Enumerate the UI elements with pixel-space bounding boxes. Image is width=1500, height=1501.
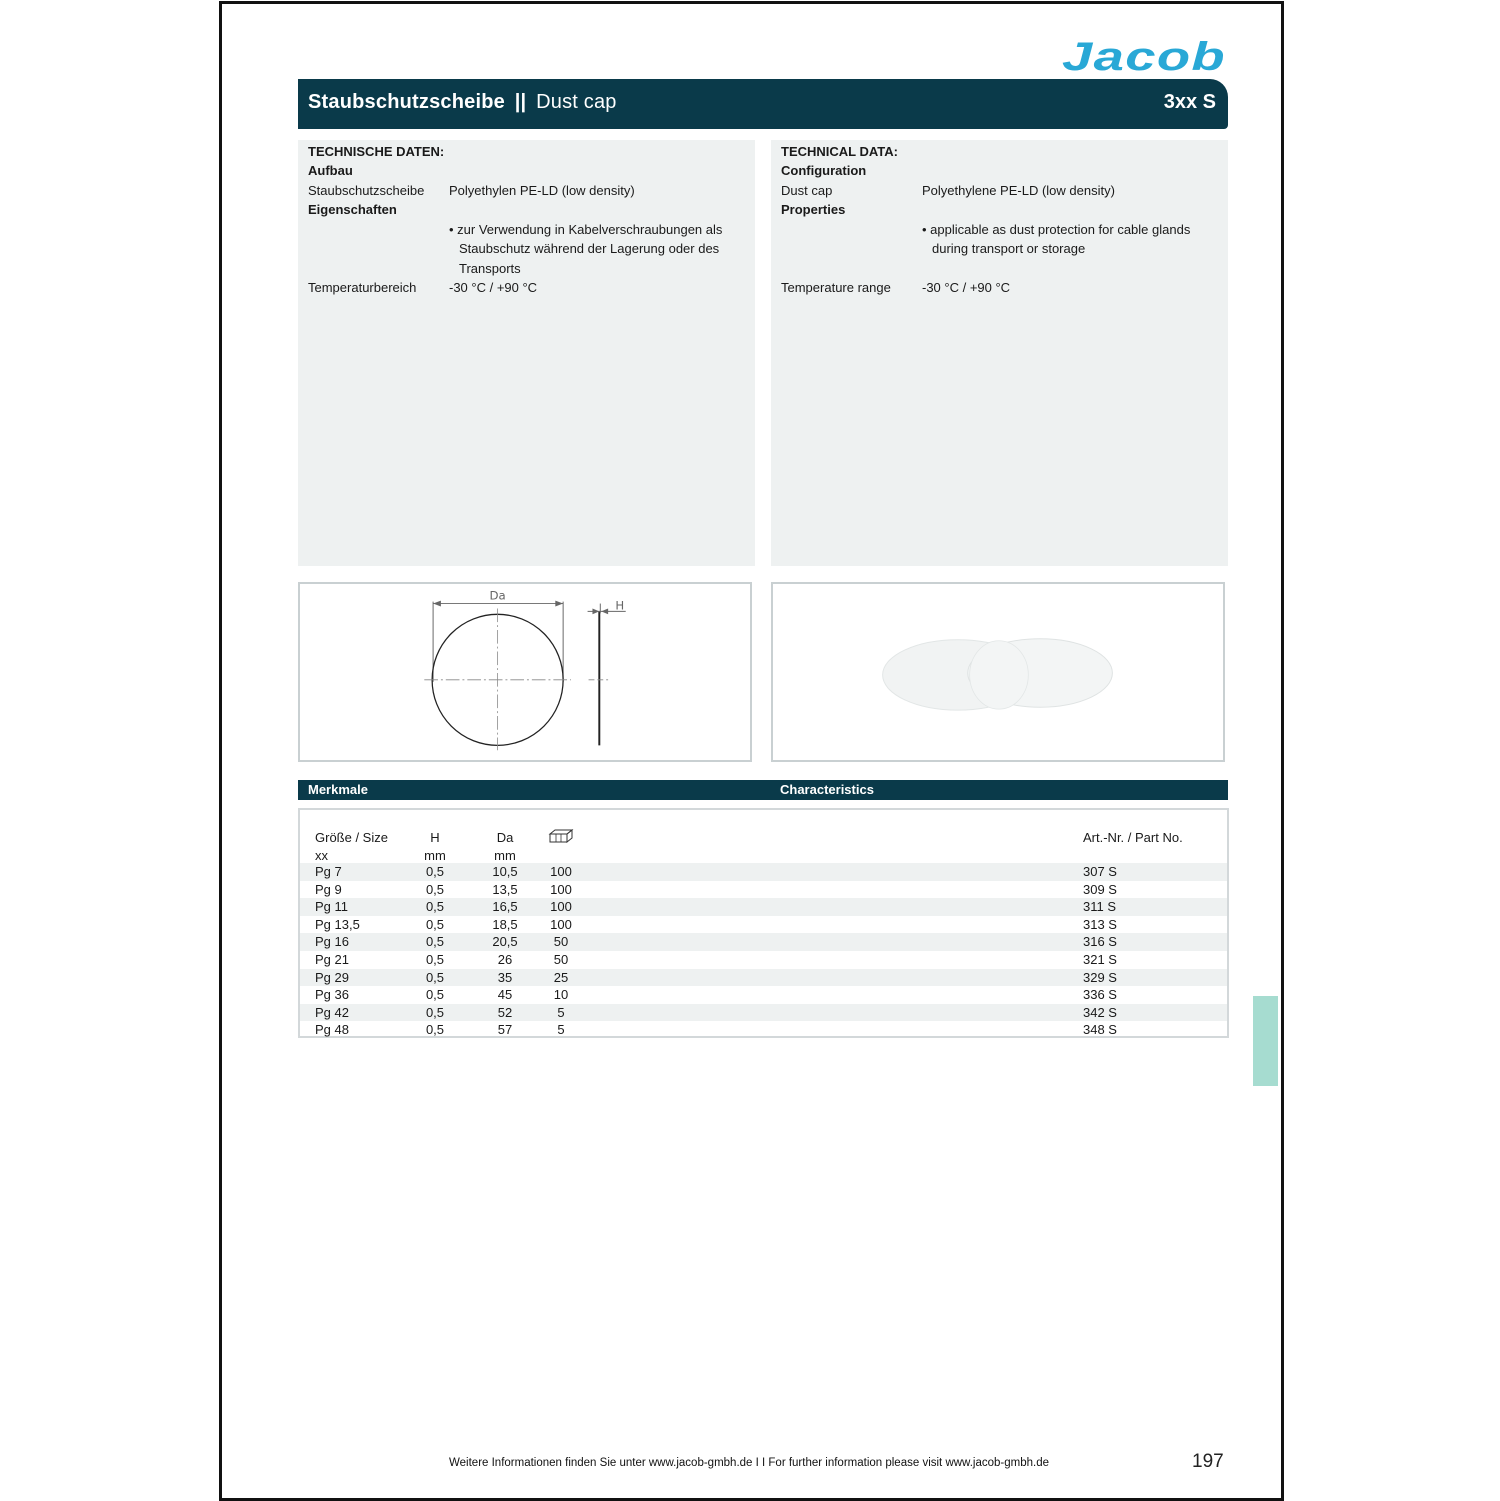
header-size-unit: xx <box>315 848 328 863</box>
section-eigenschaften: Eigenschaften <box>308 202 397 217</box>
section-side-tab <box>1253 996 1278 1086</box>
cell-art-no: 342 S <box>1083 1004 1117 1020</box>
cell-art-no: 309 S <box>1083 881 1117 897</box>
bullet-line-en-2: during transport or storage <box>932 241 1086 256</box>
cell-size: Pg 36 <box>315 987 349 1003</box>
value-material-de: Polyethylen PE-LD (low density) <box>449 183 635 198</box>
da-dimension-label: Da <box>489 588 506 603</box>
label-staubschutzscheibe: Staubschutzscheibe <box>308 183 425 198</box>
table-row <box>300 1004 1227 1022</box>
cell-pack: 100 <box>550 881 572 897</box>
table-row <box>300 986 1227 1004</box>
tech-data-panel-en <box>771 140 1228 566</box>
title-en: Dust cap <box>536 91 617 113</box>
label-dust-cap: Dust cap <box>781 183 833 198</box>
cell-h: 0,5 <box>425 899 445 915</box>
cell-h: 0,5 <box>425 951 445 967</box>
title-bar <box>298 79 1228 129</box>
cell-art-no: 329 S <box>1083 969 1117 985</box>
cell-size: Pg 9 <box>315 881 342 897</box>
cell-da: 26 <box>497 951 513 967</box>
cell-art-no: 311 S <box>1083 899 1117 915</box>
cell-h: 0,5 <box>425 934 445 950</box>
label-temperature-de: Temperaturbereich <box>308 280 417 295</box>
title-separator: || <box>514 91 527 113</box>
cell-art-no: 307 S <box>1083 864 1117 879</box>
cell-size: Pg 7 <box>315 864 342 879</box>
cell-pack: 100 <box>550 899 572 915</box>
value-temperature-en: -30 °C / +90 °C <box>922 280 1011 295</box>
header-h-unit: mm <box>424 848 446 863</box>
characteristics-bar <box>298 780 1228 800</box>
cell-pack: 50 <box>553 951 569 967</box>
cell-art-no: 321 S <box>1083 951 1117 967</box>
cell-size: Pg 11 <box>315 899 349 915</box>
svg-text:Jacob: Jacob <box>1062 35 1226 78</box>
cell-h: 0,5 <box>425 987 445 1003</box>
section-characteristics: Characteristics <box>780 782 874 797</box>
header-da-unit: mm <box>494 848 516 863</box>
table-body <box>300 863 1227 1039</box>
cell-size: Pg 42 <box>315 1004 349 1020</box>
value-temperature-de: -30 °C / +90 °C <box>449 280 538 295</box>
package-icon <box>536 828 586 847</box>
cell-da: 10,5 <box>492 864 518 879</box>
table-row <box>300 863 1227 881</box>
tech-data-panel-de <box>298 140 755 566</box>
jacob-logo <box>1060 34 1230 78</box>
cell-da: 35 <box>497 969 513 985</box>
table-row <box>300 969 1227 987</box>
cell-da: 57 <box>497 1022 513 1038</box>
bullet-line-de-3: Transports <box>459 261 521 276</box>
cell-da: 13,5 <box>492 881 518 897</box>
cell-h: 0,5 <box>425 864 445 879</box>
cell-pack: 100 <box>550 916 572 932</box>
cell-pack: 100 <box>550 864 572 879</box>
cell-h: 0,5 <box>425 969 445 985</box>
section-properties: Properties <box>781 202 846 217</box>
header-size: Größe / Size <box>315 830 388 845</box>
cell-da: 16,5 <box>492 899 518 915</box>
cell-pack: 25 <box>553 969 569 985</box>
cell-h: 0,5 <box>425 881 445 897</box>
characteristics-table <box>298 808 1229 1038</box>
cell-pack: 5 <box>557 1022 565 1038</box>
table-row <box>300 881 1227 899</box>
cell-art-no: 313 S <box>1083 916 1117 932</box>
product-code: 3xx S <box>1163 91 1216 113</box>
table-row <box>300 1021 1227 1039</box>
tech-heading-en: TECHNICAL DATA: <box>781 144 898 159</box>
table-row <box>300 933 1227 951</box>
cell-da: 20,5 <box>492 934 518 950</box>
cell-art-no: 316 S <box>1083 934 1117 950</box>
cell-size: Pg 16 <box>315 934 349 950</box>
page-number: 197 <box>1192 1451 1224 1472</box>
bullet-line-de-2: Staubschutz während der Lagerung oder des <box>459 241 720 256</box>
table-row <box>300 951 1227 969</box>
technical-drawing <box>298 582 752 762</box>
header-art-no: Art.-Nr. / Part No. <box>1083 830 1183 845</box>
section-merkmale: Merkmale <box>308 782 368 797</box>
cell-h: 0,5 <box>425 916 445 932</box>
table-row <box>300 916 1227 934</box>
tech-heading-de: TECHNISCHE DATEN: <box>308 144 445 159</box>
cell-da: 52 <box>497 1004 513 1020</box>
header-h: H <box>430 830 440 845</box>
bullet-line-en-1: • applicable as dust protection for cable glands <box>922 222 1191 237</box>
table-header <box>300 828 1227 864</box>
h-dimension-label: H <box>615 598 625 613</box>
section-aufbau: Aufbau <box>308 163 353 178</box>
bullet-line-de-1: • zur Verwendung in Kabelverschraubungen als <box>449 222 723 237</box>
product-photo <box>771 582 1225 762</box>
header-da: Da <box>496 830 514 845</box>
cell-art-no: 348 S <box>1083 1022 1117 1038</box>
value-material-en: Polyethylene PE-LD (low density) <box>922 183 1115 198</box>
page-title <box>308 91 617 114</box>
cell-size: Pg 21 <box>315 951 349 967</box>
cell-pack: 50 <box>553 934 569 950</box>
cell-da: 45 <box>497 987 513 1003</box>
cell-pack: 5 <box>557 1004 565 1020</box>
cell-size: Pg 48 <box>315 1022 349 1038</box>
cell-da: 18,5 <box>492 916 518 932</box>
cell-pack: 10 <box>553 987 569 1003</box>
section-configuration: Configuration <box>781 163 867 178</box>
cell-size: Pg 13,5 <box>315 916 360 932</box>
table-row <box>300 898 1227 916</box>
title-de: Staubschutzscheibe <box>308 91 505 113</box>
cell-h: 0,5 <box>425 1022 445 1038</box>
cell-art-no: 336 S <box>1083 987 1117 1003</box>
cell-size: Pg 29 <box>315 969 349 985</box>
footer-text: Weitere Informationen finden Sie unter www.jacob-gmbh.de I I For further information please visit www.jacob-gmbh.de <box>449 1457 1049 1469</box>
cell-h: 0,5 <box>425 1004 445 1020</box>
label-temperature-en: Temperature range <box>781 280 891 295</box>
